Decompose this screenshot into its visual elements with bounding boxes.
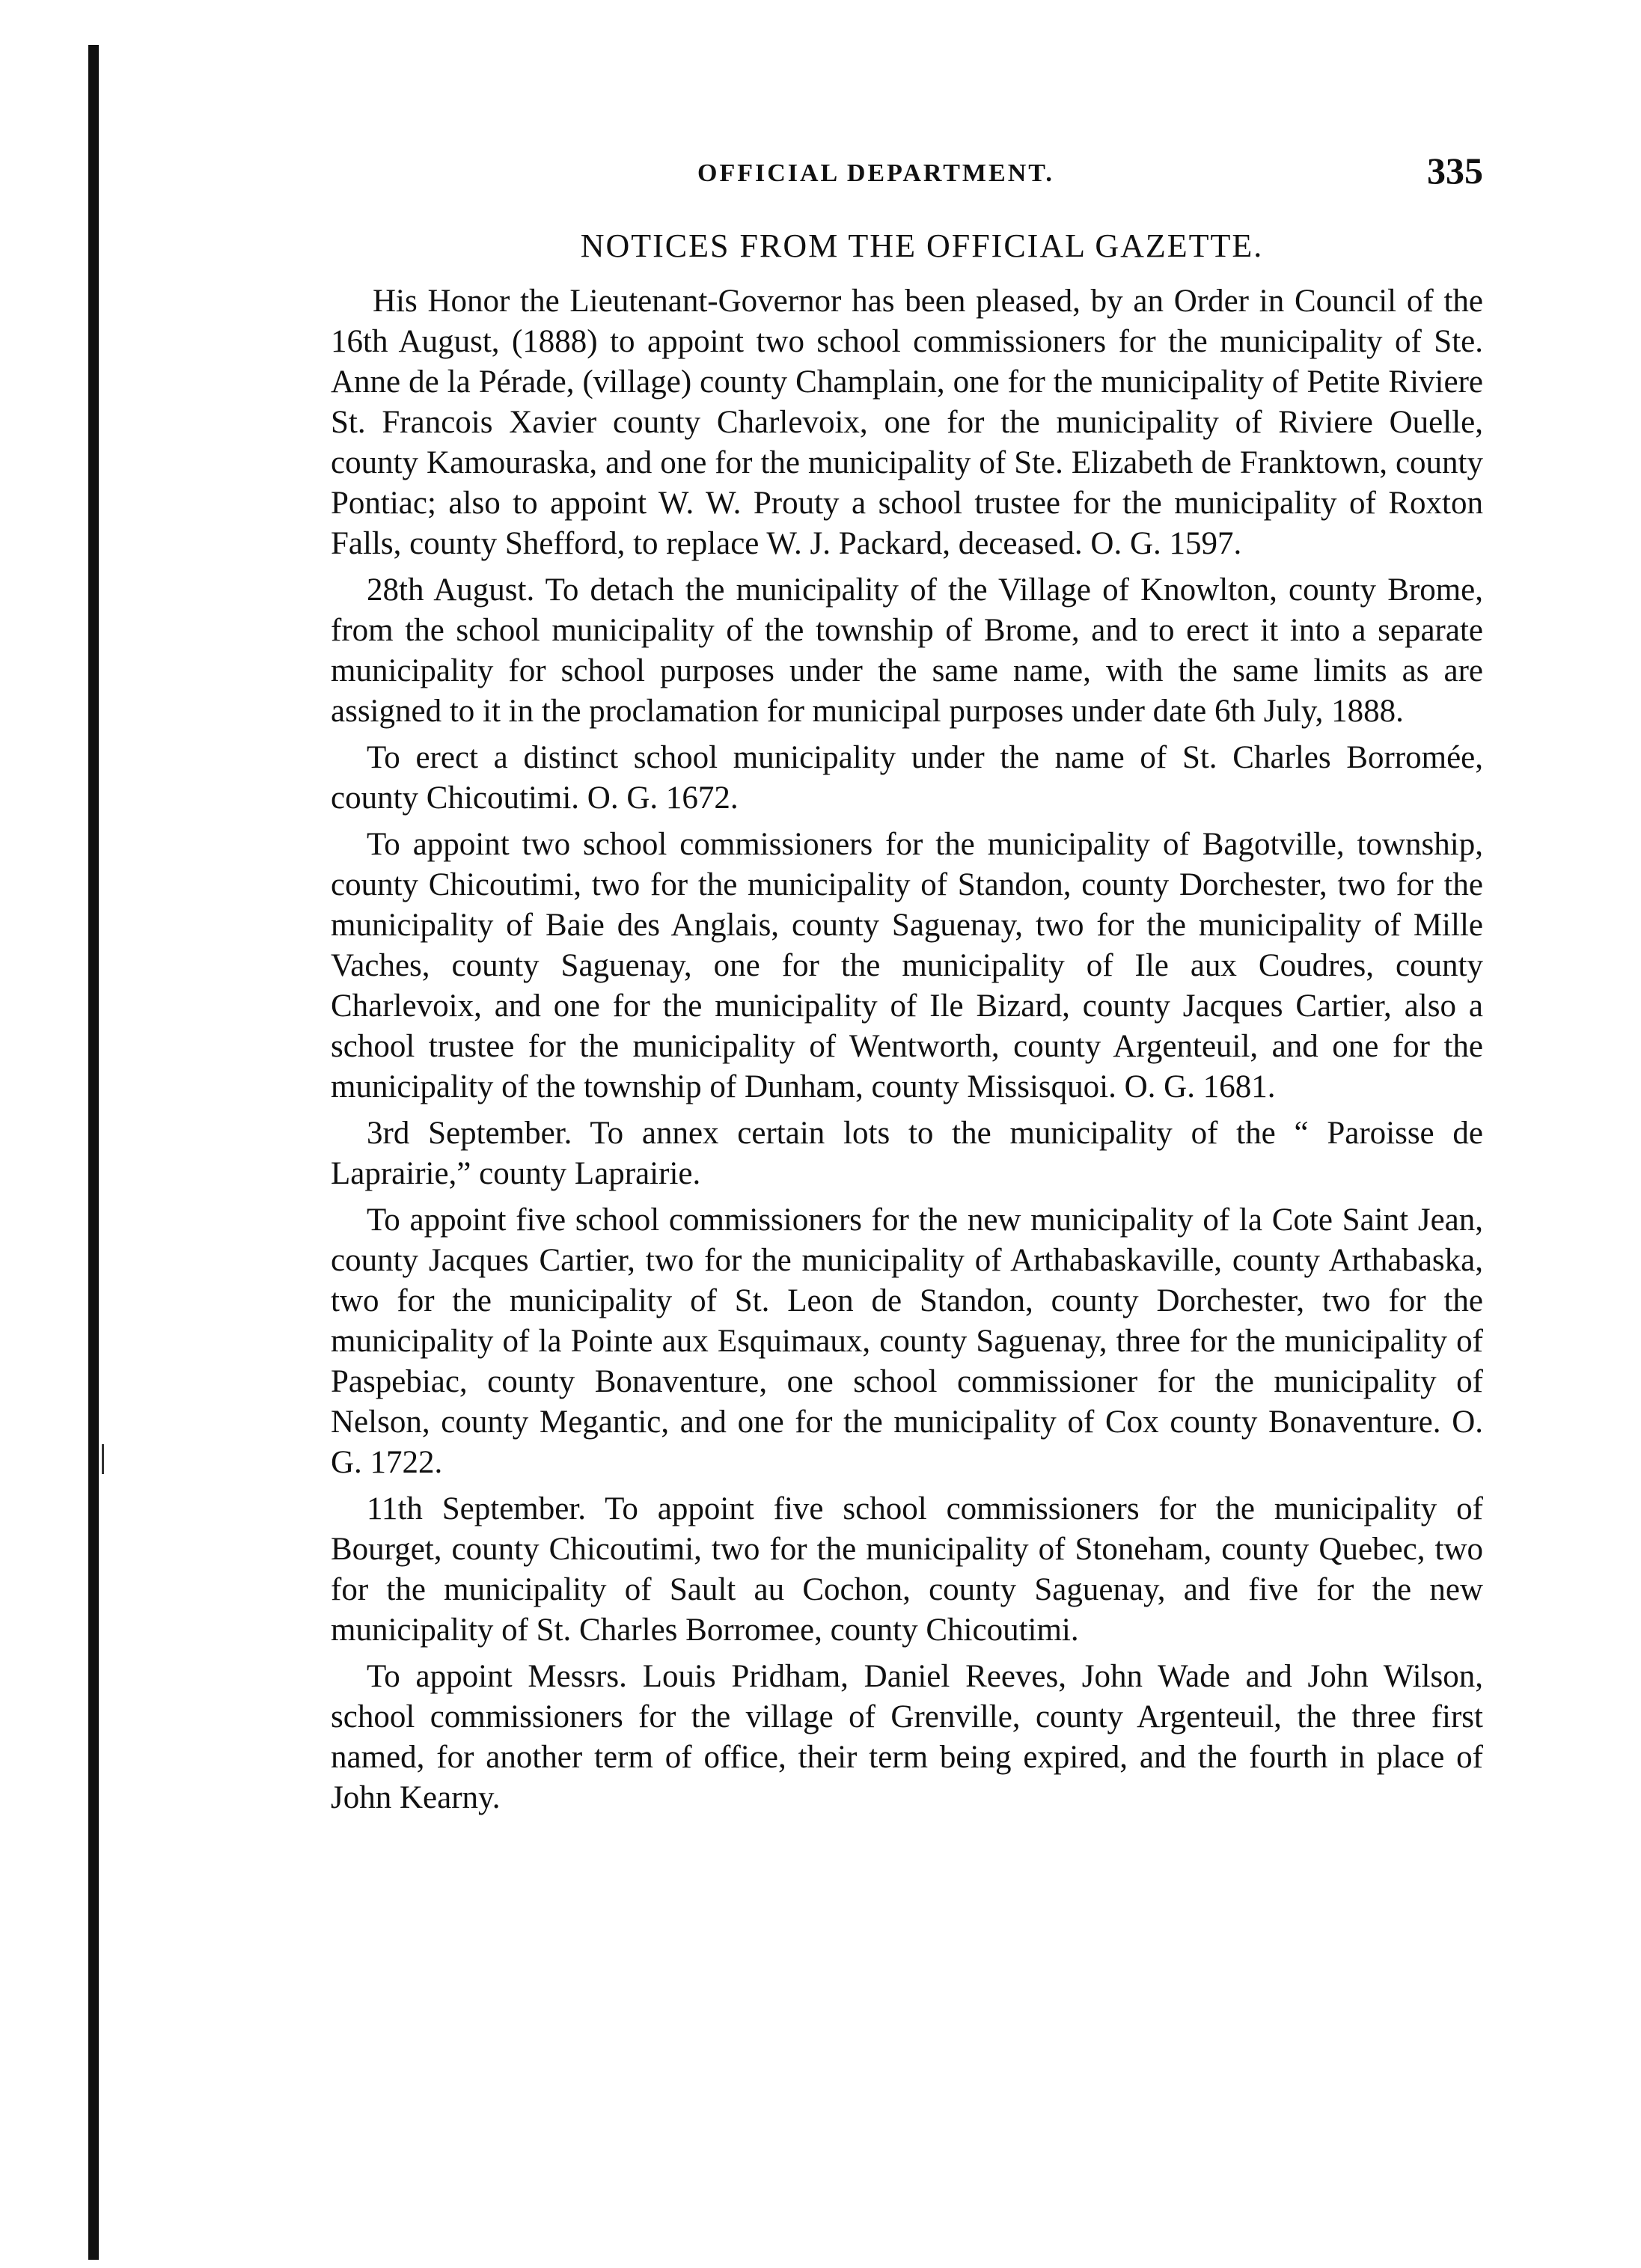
section-name: OFFICIAL DEPARTMENT. [697,159,1054,187]
paragraph-bourget: 11th September. To appoint five school commissioners for the municipality of Bourget, county Chicoutimi, two for the municipality of Stoneham, county Quebec, two for the municipality of Sault au Cochon, county Saguenay, and five for the new municipality of St. Charles Borromee, county Chicoutimi. [331,1491,1483,1648]
page-title: NOTICES FROM THE OFFICIAL GAZETTE. [580,227,1264,264]
paragraph-grenville: To appoint Messrs. Louis Pridham, Daniel Reeves, John Wade and John Wilson, school commissioners for the village of Grenville, county Argenteuil, the three first named, for another term of office, their term being expired, and the fourth in place of John Kearny. [331,1659,1483,1815]
paragraph-st-charles-borromee: To erect a distinct school municipality under the name of St. Charles Borromée, county Chicoutimi. O. G. 1672. [331,740,1483,816]
paragraph-laprairie: 3rd September. To annex certain lots to the municipality of the “ Paroisse de Laprairie,” county Laprairie. [331,1116,1483,1191]
paragraph-order-in-council: His Honor the Lieutenant-Governor has been pleased, by an Order in Council of the 16th August, (1888) to appoint two school commissioners for the municipality of Ste. Anne de la Pérade, (village) county Champlain, one for the municipality of Petite Riviere St. Francois Xavier county Charlevoix, one for the municipality of Riviere Ouelle, county Kamouraska, and one for the municipality of Ste. Elizabeth de Franktown, county Pontiac; also to appoint W. W. Prouty a school trustee for the municipality of Roxton Falls, county Shefford, to replace W. J. Packard, deceased. O. G. 1597. [331,284,1483,561]
paragraph-knowlton: 28th August. To detach the municipality of the Village of Knowlton, county Brome, from the school municipality of the township of Brome, and to erect it into a separate municipality for school purposes under the same name, with the same limits as are assigned to it in the proclamation for municipal purposes under date 6th July, 1888. [331,572,1483,729]
paragraph-bagotville: To appoint two school commissioners for the municipality of Bagotville, township, county Chicoutimi, two for the municipality of Standon, county Dorchester, two for the municipality of Baie des Anglais, county Saguenay, two for the municipality of Mille Vaches, county Saguenay, one for the municipality of Ile aux Coudres, county Charlevoix, and one for the municipality of Ile Bizard, county Jacques Cartier, also a school trustee for the municipality of Wentworth, county Argenteuil, and one for the municipality of the township of Dunham, county Missisquoi. O. G. 1681. [331,827,1483,1104]
page [331,150,1483,1824]
running-head [331,150,1483,213]
page-number: 335 [1427,150,1483,192]
binding-mark [102,1444,104,1474]
paragraph-cote-saint-jean: To appoint five school commissioners for the new municipality of la Cote Saint Jean, county Jacques Cartier, two for the municipality of Arthabaskaville, county Arthabaska, two for the municipality of St. Leon de Standon, county Dorchester, two for the municipality of la Pointe aux Esquimaux, county Saguenay, three for the municipality of Paspebiac, county Bonaventure, one school commissioner for the municipality of Nelson, county Megantic, and one for the municipality of Cox county Bonaventure. O. G. 1722. [331,1202,1483,1480]
binding-edge [88,45,99,2260]
